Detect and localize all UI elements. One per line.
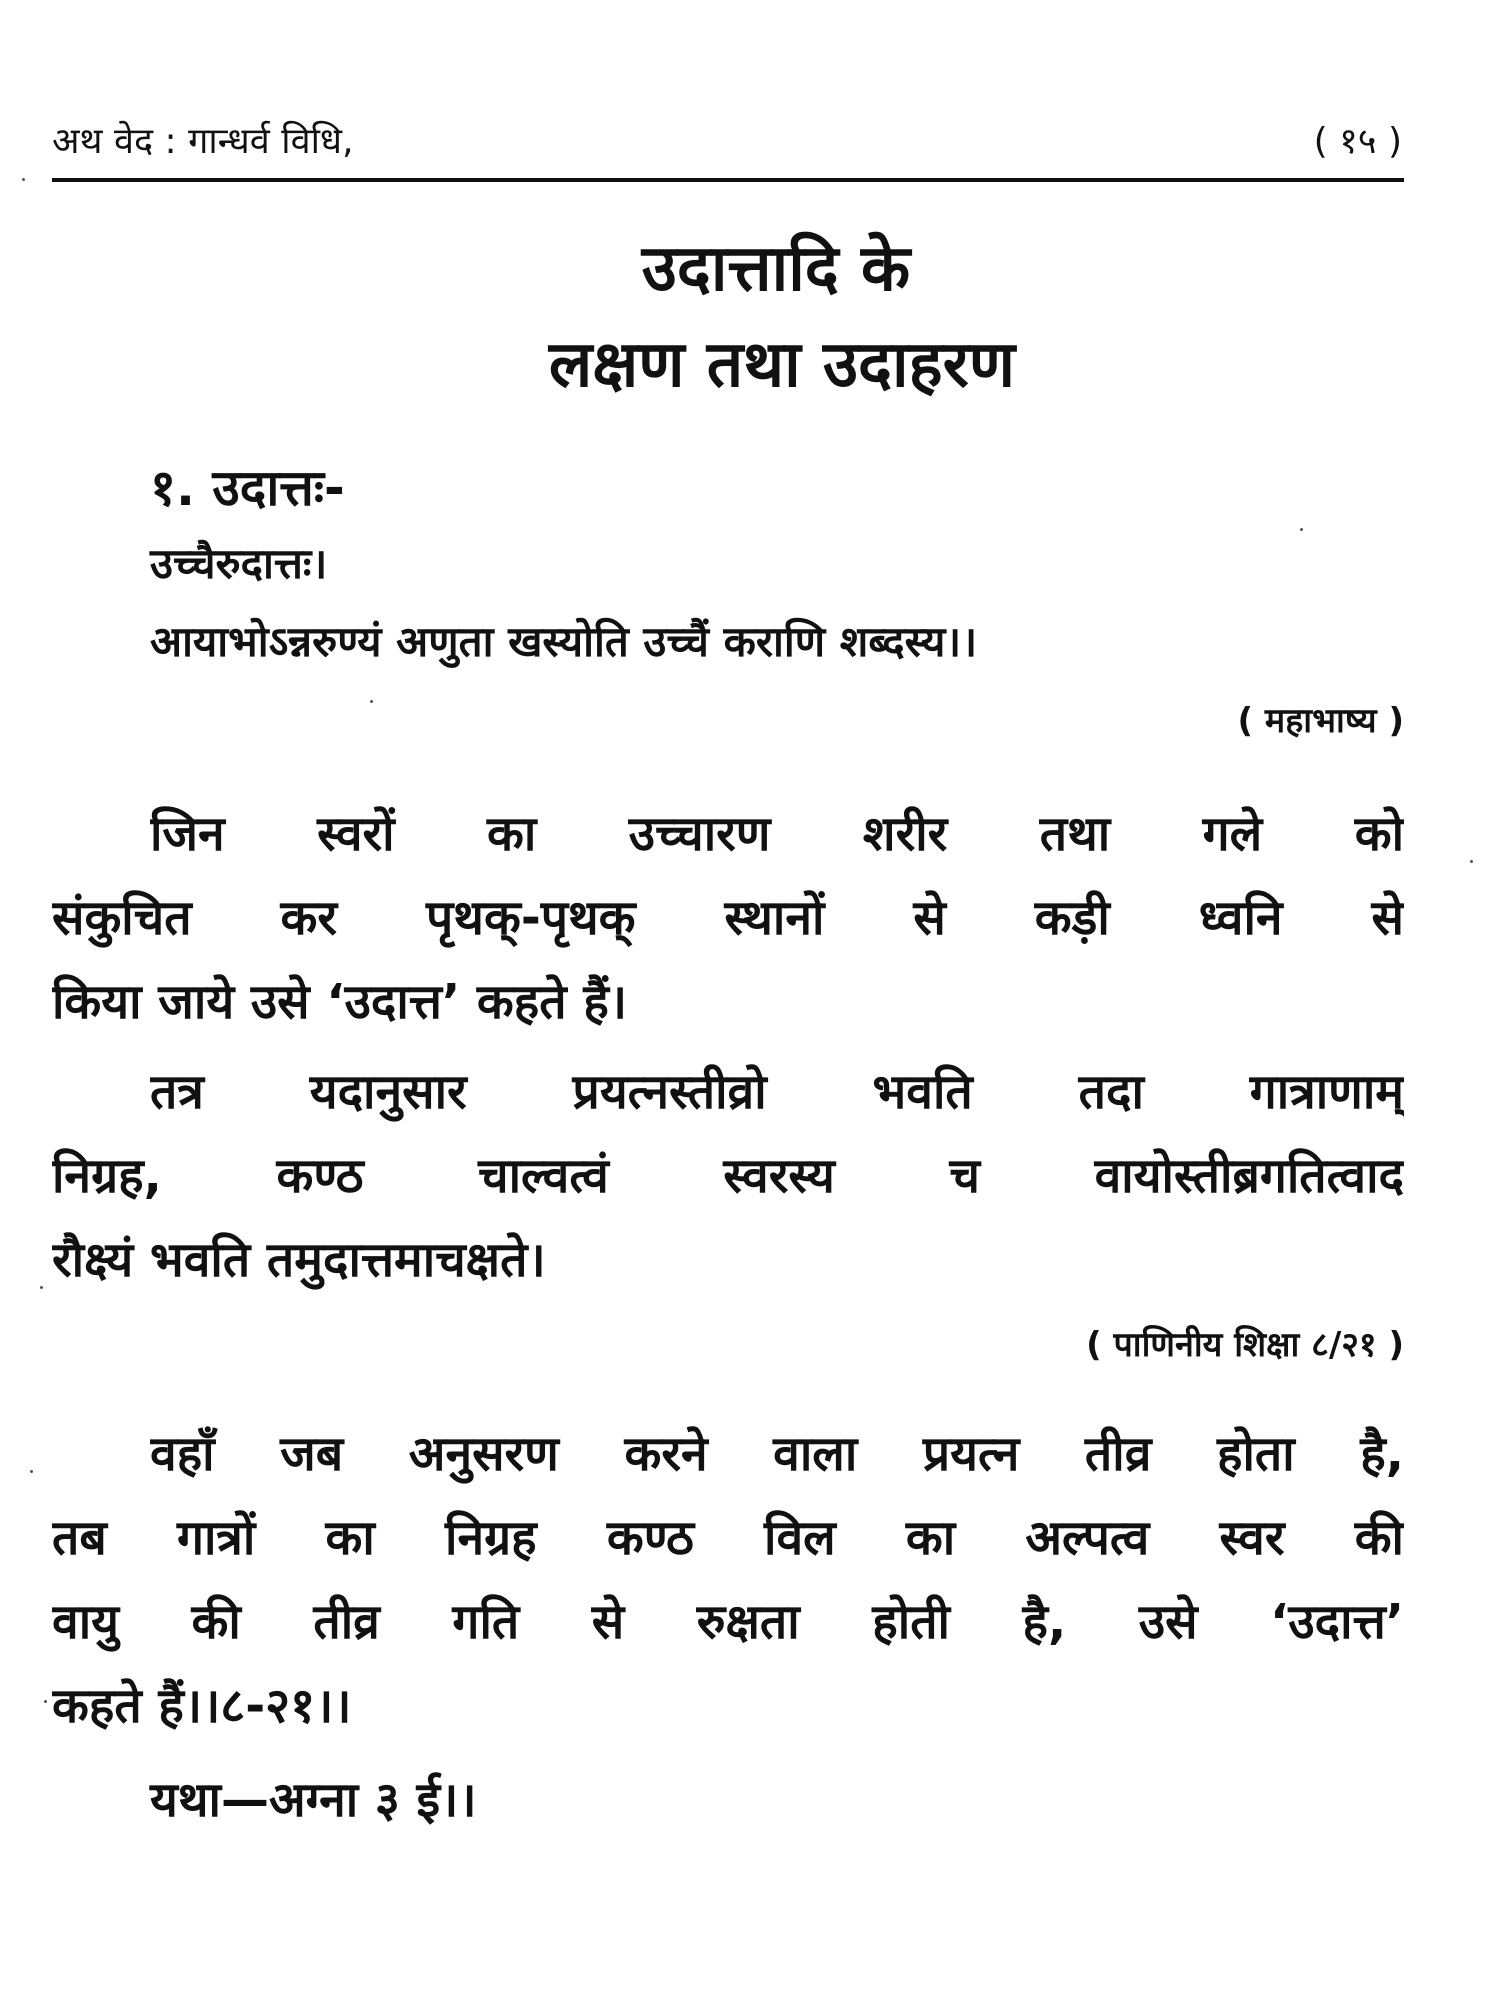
para3-line-4: कहते हैं।।८-२१।। [52, 1678, 352, 1734]
running-header [52, 112, 1402, 172]
scan-speck [1470, 860, 1473, 863]
page-number: ( १५ ) [1313, 121, 1402, 162]
sutra-line: उच्चैरुदात्तः। [150, 539, 328, 588]
header-rule [52, 178, 1404, 182]
scan-speck [22, 178, 25, 181]
para1-line-2: संकुचित कर पृथक्-पृथक् स्थानों से कड़ी ध्वनि से [52, 890, 1404, 946]
para3-line-3: वायु की तीव्र गति से रुक्षता होती है, उसे ‘उदात्त’ [52, 1594, 1404, 1650]
para1-line-1: जिन स्वरों का उच्चारण शरीर तथा गले को [150, 806, 1404, 862]
para3-line-2: तब गात्रों का निग्रह कण्ठ विल का अल्पत्व स्वर की [52, 1510, 1404, 1566]
para2-line-3: रौक्ष्यं भवति तमुदात्तमाचक्षते। [52, 1232, 546, 1288]
quote-line: आयाभोऽन्नरुण्यं अणुता खस्योति उच्चैं कराणि शब्दस्य।। [150, 617, 978, 666]
scan-speck [44, 1700, 47, 1703]
scan-speck [370, 700, 373, 703]
para2-line-2: निग्रह, कण्ठ चाल्वत्वं स्वरस्य च वायोस्तीब्रगतित्वाद [52, 1148, 1404, 1204]
running-title: अथ वेद : गान्धर्व विधि, [52, 121, 354, 162]
scan-speck [40, 1286, 43, 1289]
example-line: यथा—अग्ना ३ ई।। [150, 1772, 477, 1828]
para2-source: ( पाणिनीय शिक्षा ८/२१ ) [1086, 1325, 1404, 1365]
chapter-title-line-2: लक्षण तथा उदाहरण [548, 328, 1016, 402]
scan-speck [30, 1470, 33, 1473]
para3-line-1: वहाँ जब अनुसरण करने वाला प्रयत्न तीव्र होता है, [150, 1426, 1404, 1482]
para2-line-1: तत्र यदानुसार प्रयत्नस्तीव्रो भवति तदा गात्राणाम् [150, 1064, 1404, 1120]
para1-line-3: किया जाये उसे ‘उदात्त’ कहते हैं। [52, 974, 628, 1030]
quote-source: ( महाभाष्य ) [1237, 701, 1404, 741]
chapter-title-line-1: उदात्तादि के [641, 232, 911, 306]
scan-speck [1300, 528, 1303, 531]
section-heading: १. उदात्तः- [150, 459, 345, 517]
